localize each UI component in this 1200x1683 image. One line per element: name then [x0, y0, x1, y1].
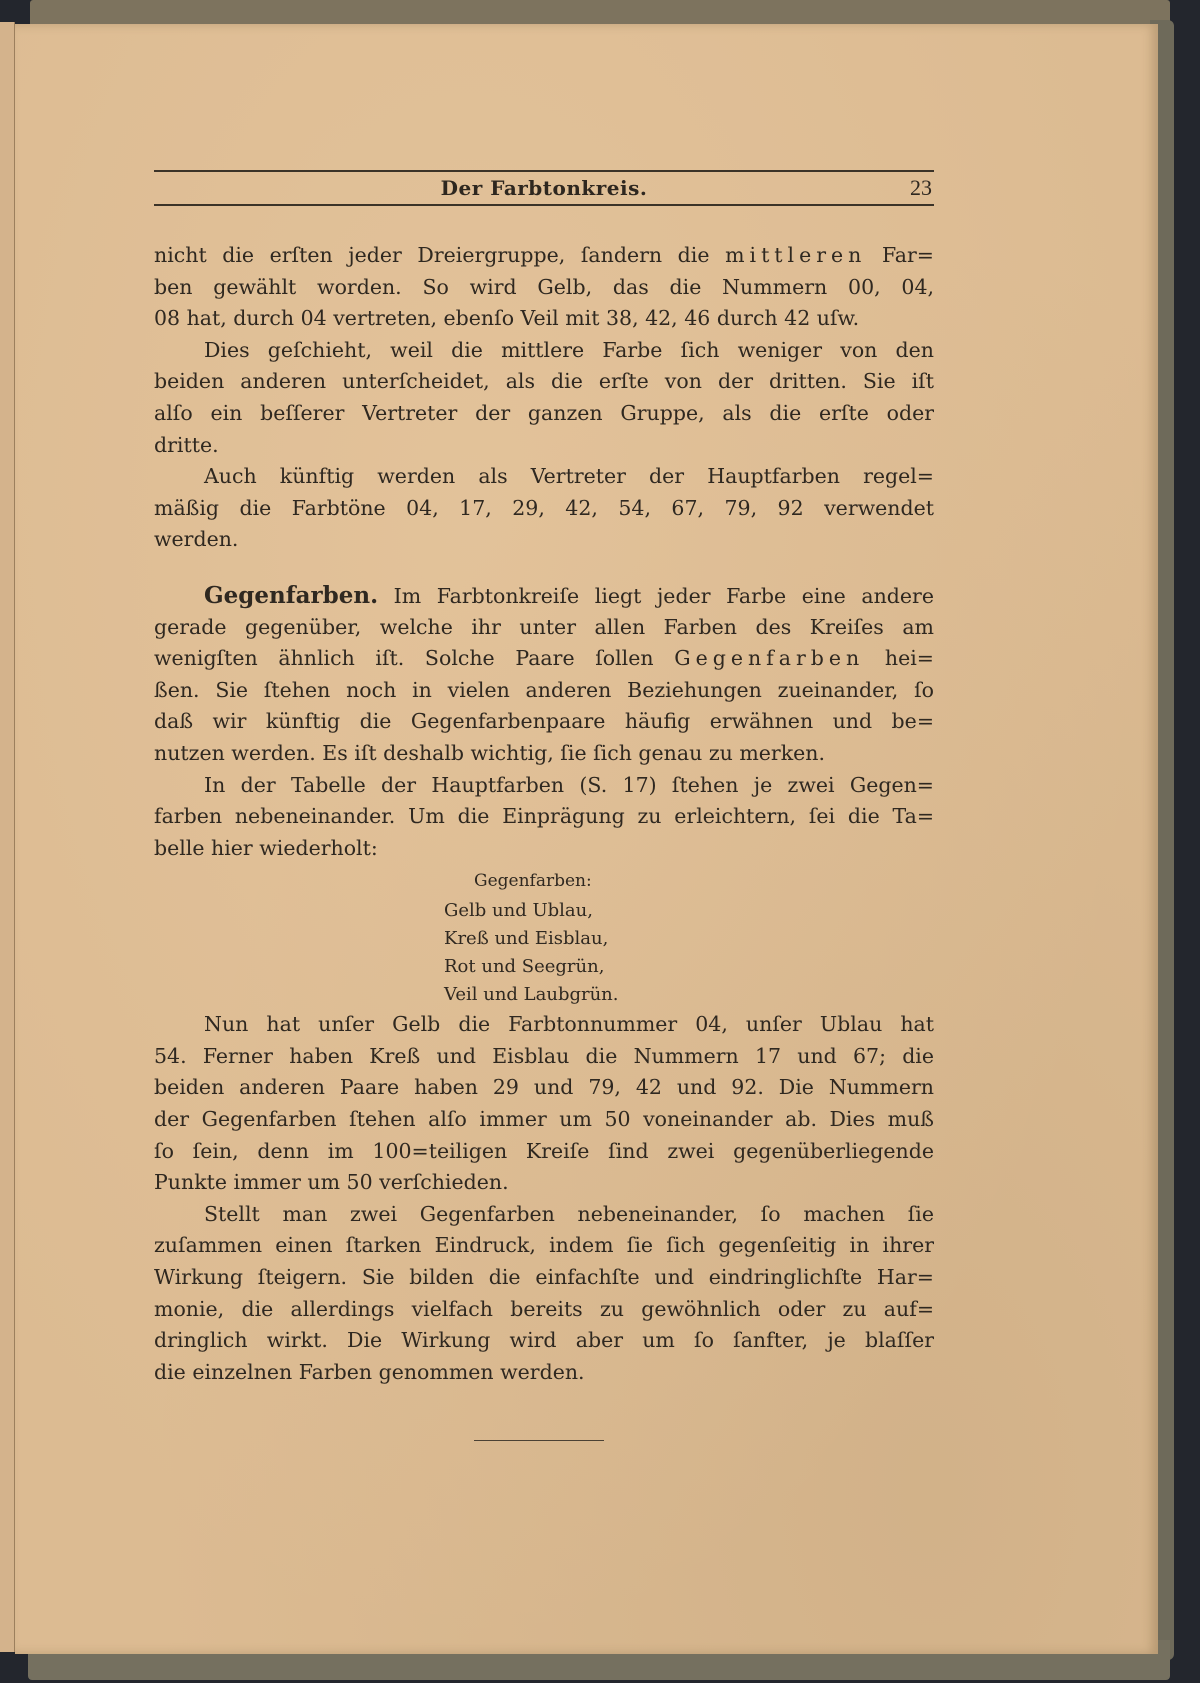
- text-line: gerade gegenüber, welche ihr unter allen Farben des Kreiſes am: [154, 614, 934, 639]
- text-line: belle hier wiederholt:: [154, 835, 378, 860]
- text-line: [154, 580, 934, 612]
- text-line: die einzelnen Farben genommen werden.: [154, 1359, 585, 1384]
- text-line: monie, die allerdings vielfach bereits zu gewöhnlich oder zu auf=: [154, 1296, 934, 1321]
- paragraph-table-intro: [154, 770, 934, 865]
- running-title: Der Farbtonkreis.: [440, 176, 648, 200]
- text-fragment: Far=: [881, 243, 934, 267]
- text-line: ſo ſein, denn im 100=teiligen Kreiſe ſind zwei gegenüberliegende: [154, 1138, 934, 1163]
- text-line: Punkte immer um 50 verſchieden.: [154, 1170, 509, 1195]
- text-line: Auch künftig werden als Vertreter der Hauptfarben regel=: [204, 464, 934, 489]
- table-row: Rot und Seegrün,: [444, 956, 605, 978]
- emphasized-word: mittleren: [725, 243, 867, 267]
- table-title: Gegenfarben:: [474, 871, 592, 892]
- text-line: [154, 240, 934, 272]
- text-line: mäßig die Farbtöne 04, 17, 29, 42, 54, 67, 79, 92 verwendet: [154, 495, 934, 520]
- text-line: 54. Ferner haben Kreß und Eisblau die Nummern 17 und 67; die: [154, 1043, 934, 1068]
- text-line: zuſammen einen ſtarken Eindruck, indem ſie ſich gegenſeitig in ihrer: [154, 1233, 934, 1258]
- text-line: beiden anderen Paare haben 29 und 79, 42 und 92. Die Nummern: [154, 1075, 934, 1100]
- text-line: alſo ein beſſerer Vertreter der ganzen Gruppe, als die erſte oder: [154, 400, 934, 425]
- complementary-colors-table: [444, 866, 934, 1009]
- text-line: Wirkung ſteigern. Sie bilden die einfachſte und eindringlichſte Har=: [154, 1265, 934, 1290]
- section-gegenfarben: [154, 580, 934, 770]
- page-number: 23: [910, 175, 932, 200]
- text-line: nutzen werden. Es iſt deshalb wichtig, ſie ſich genau zu merken.: [154, 740, 825, 765]
- text-line: der Gegenfarben ſtehen alſo immer um 50 voneinander ab. Dies muß: [154, 1107, 934, 1132]
- text-line: Nun hat unſer Gelb die Farbtonnummer 04, unſer Ublau hat: [204, 1012, 934, 1037]
- text-line: In der Tabelle der Hauptfarben (S. 17) ſtehen je zwei Gegen=: [204, 772, 934, 797]
- text-line: ßen. Sie ſtehen noch in vielen anderen Beziehungen zueinander, ſo: [154, 677, 934, 702]
- emphasized-word: Gegenfarben: [674, 646, 865, 671]
- table-row: Gelb und Ublau,: [444, 900, 593, 922]
- paragraph-3: [154, 461, 934, 556]
- paragraph-numbers: [154, 1009, 934, 1199]
- header-bottom-rule: [154, 204, 934, 206]
- text-line: beiden anderen unterſcheidet, als die erſte von der dritten. Sie iſt: [154, 369, 934, 394]
- text-fragment: nicht die erſten jeder Dreiergruppe, ſandern die: [154, 243, 710, 267]
- text-line: Stellt man zwei Gegenfarben nebeneinander, ſo machen ſie: [204, 1201, 934, 1226]
- text-fragment: wenigſten ähnlich iſt. Solche Paare ſollen: [154, 646, 654, 671]
- text-fragment: Im Farbtonkreiſe liegt jeder Farbe eine andere: [393, 583, 934, 608]
- text-line: 08 hat, durch 04 vertreten, ebenſo Veil mit 38, 42, 46 durch 42 uſw.: [154, 306, 860, 331]
- text-line: dritte.: [154, 432, 219, 457]
- text-line: farben nebeneinander. Um die Einprägung zu erleichtern, ſei die Ta=: [154, 804, 934, 829]
- table-row: Veil und Laubgrün.: [444, 984, 619, 1006]
- paragraph-2: [154, 335, 934, 461]
- closing-rule: [474, 1440, 604, 1441]
- section-heading: Gegenfarben.: [204, 581, 379, 609]
- text-line: dringlich wirkt. Die Wirkung wird aber um ſo ſanfter, je blaſſer: [154, 1328, 934, 1353]
- paragraph-final: [154, 1199, 934, 1389]
- page-body: [154, 240, 934, 1388]
- facing-page-edge: [0, 22, 15, 1652]
- text-line: Dies geſchieht, weil die mittlere Farbe ſich weniger von den: [204, 337, 934, 362]
- text-fragment: hei=: [884, 646, 934, 671]
- text-line: werden.: [154, 527, 239, 552]
- text-line: ben gewählt worden. So wird Gelb, das die Nummern 00, 04,: [154, 274, 934, 299]
- running-header: [154, 170, 934, 206]
- table-row: Kreß und Eisblau,: [444, 928, 609, 950]
- text-line: [154, 643, 934, 675]
- paragraph-1: [154, 240, 934, 335]
- text-line: daß wir künftig die Gegenfarbenpaare häufig erwähnen und be=: [154, 709, 934, 734]
